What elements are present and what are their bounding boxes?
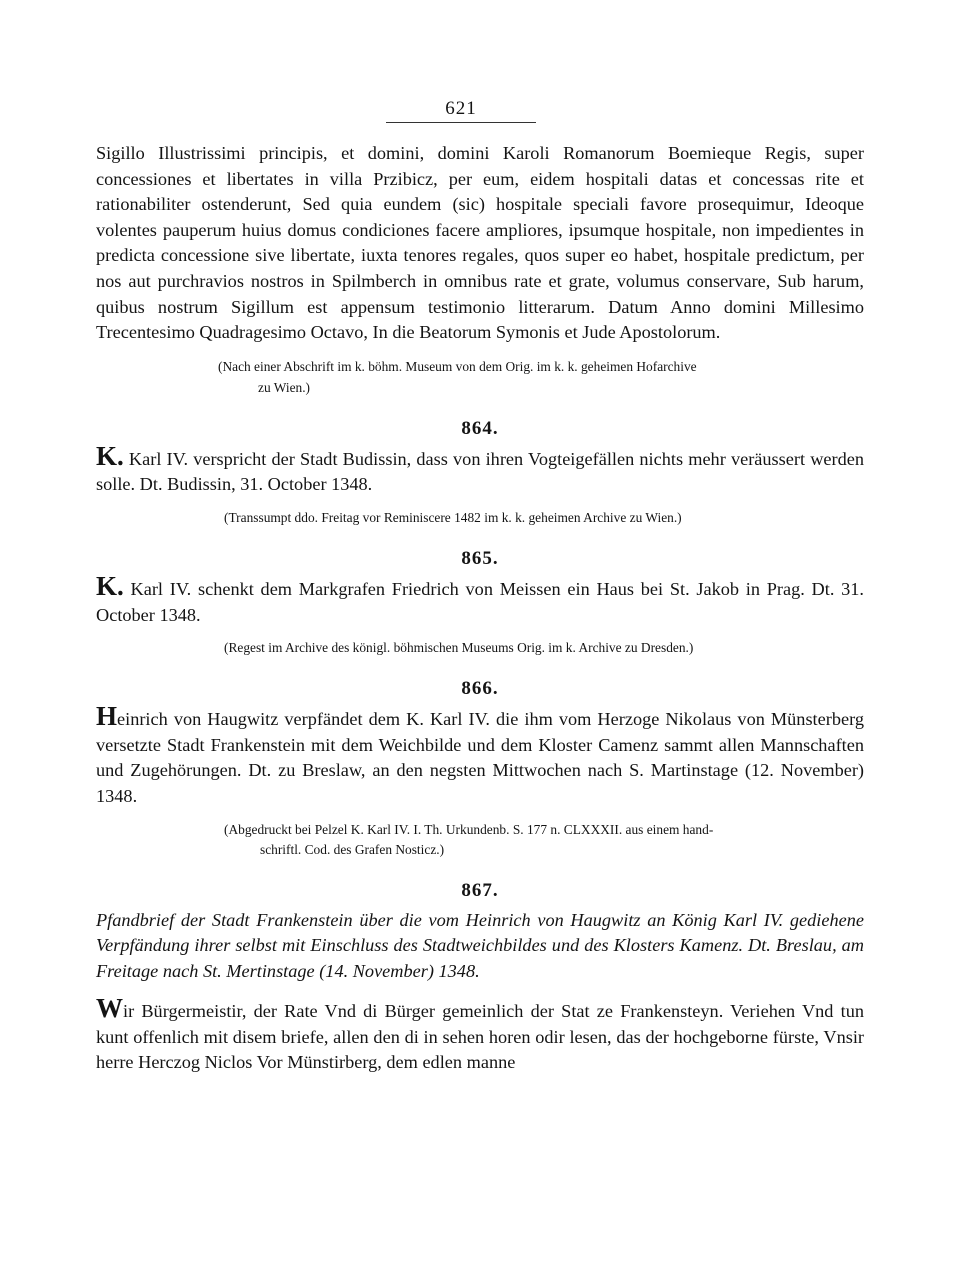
entry-866-text: einrich von Haugwitz verpfändet dem K. Karl IV. die ihm vom Herzoge Nikolaus von Münsterberg versetzte Stadt Frankenstein mit dem Weichbilde und dem Kloster Camenz sammt allen Mannschaften und Zugehörungen. Dt. zu Breslaw, an den negsten Mittwochen nach S. Martinstage (12. November) 1348. (96, 709, 864, 806)
intro-source-note-line1: (Nach einer Abschrift im k. böhm. Museum von dem Orig. im k. k. geheimen Hofarchive (218, 358, 697, 374)
entry-865-source-note: (Regest im Archive des königl. böhmischen Museums Orig. im k. Archive zu Dresden.) (224, 640, 694, 656)
document-page (96, 98, 864, 1076)
entry-866-source-note-line1: (Abgedruckt bei Pelzel K. Karl IV. I. Th. Urkundenb. S. 177 n. CLXXXII. aus einem hand- (224, 821, 714, 837)
intro-source-note (96, 356, 864, 398)
intro-source-note-line2: zu Wien.) (258, 379, 311, 395)
entry-867-text (96, 993, 864, 1076)
page-number: 621 (386, 98, 536, 123)
document-number-865: 865. (461, 547, 499, 569)
entry-867-initial: W (96, 993, 123, 1024)
entry-866-summary (96, 701, 864, 809)
document-number-864: 864. (461, 417, 499, 439)
entry-867-title: Pfandbrief der Stadt Frankenstein über die vom Heinrich von Haugwitz an König Karl IV. gediehene Verpfändung ihrer selbst mit Einschluss des Stadtweichbildes und des Klosters Kamenz. Dt. Breslau, am Freitage nach St. Mertinstage (14. November) 1348. (96, 909, 864, 981)
entry-864-summary (96, 440, 864, 498)
entry-866-source-note (96, 820, 864, 860)
entry-865-initial: K. (96, 570, 124, 601)
entry-865-text: Karl IV. schenkt dem Markgrafen Friedrich von Meissen ein Haus bei St. Jakob in Prag. Dt. 31. October 1348. (96, 578, 864, 625)
entry-866-source-note-line2: schriftl. Cod. des Grafen Nosticz.) (260, 841, 445, 857)
document-number-867: 867. (461, 879, 499, 901)
entry-864-text: Karl IV. verspricht der Stadt Budissin, dass von ihren Vogteigefällen nichts mehr veräussert werden solle. Dt. Budissin, 31. October 1348. (96, 448, 864, 495)
document-number-866: 866. (461, 678, 499, 700)
intro-paragraph: Sigillo Illustrissimi principis, et domini, domini Karoli Romanorum Boemieque Regis, super concessiones et libertates in villa Przibicz, per eum, eidem hospitali datas et concessas rite et rationabiliter ostenderunt, Sed quia eundem (sic) hospitale speciali favore prosequimur, Ideoque volentes pauperum huius domus condiciones facere ampliores, ipsumque hospitale, non impedientes in predicta concessione sive libertate, iuxta tenores regales, quos super eo habet, hospitale predictum, per nos aut purchravios nostros in Spilmberch in omnibus rate et grate, volumus conservare, Sub harum, quibus nostrum Sigillum est appensum testimonio litterarum. Datum Anno domini Millesimo Trecentesimo Quadragesimo Octavo, In die Beatorum Symonis et Jude Apostolorum. (96, 143, 864, 343)
entry-866-initial: H (96, 701, 118, 732)
entry-864-source-note: (Transsumpt ddo. Freitag vor Reminiscere 1482 im k. k. geheimen Archive zu Wien.) (224, 509, 682, 525)
entry-867-body: ir Bürgermeistir, der Rate Vnd di Bürger gemeinlich der Stat ze Frankensteyn. Veriehen Vnd tun kunt offenlich mit disem briefe, allen den di in sehen horen odir lesen, das der hochgeborne fürste, Vnsir herre Herczog Niclos Vor Münstirberg, dem edlen manne (96, 1001, 864, 1073)
entry-864-initial: K. (96, 440, 124, 471)
entry-865-summary (96, 570, 864, 628)
